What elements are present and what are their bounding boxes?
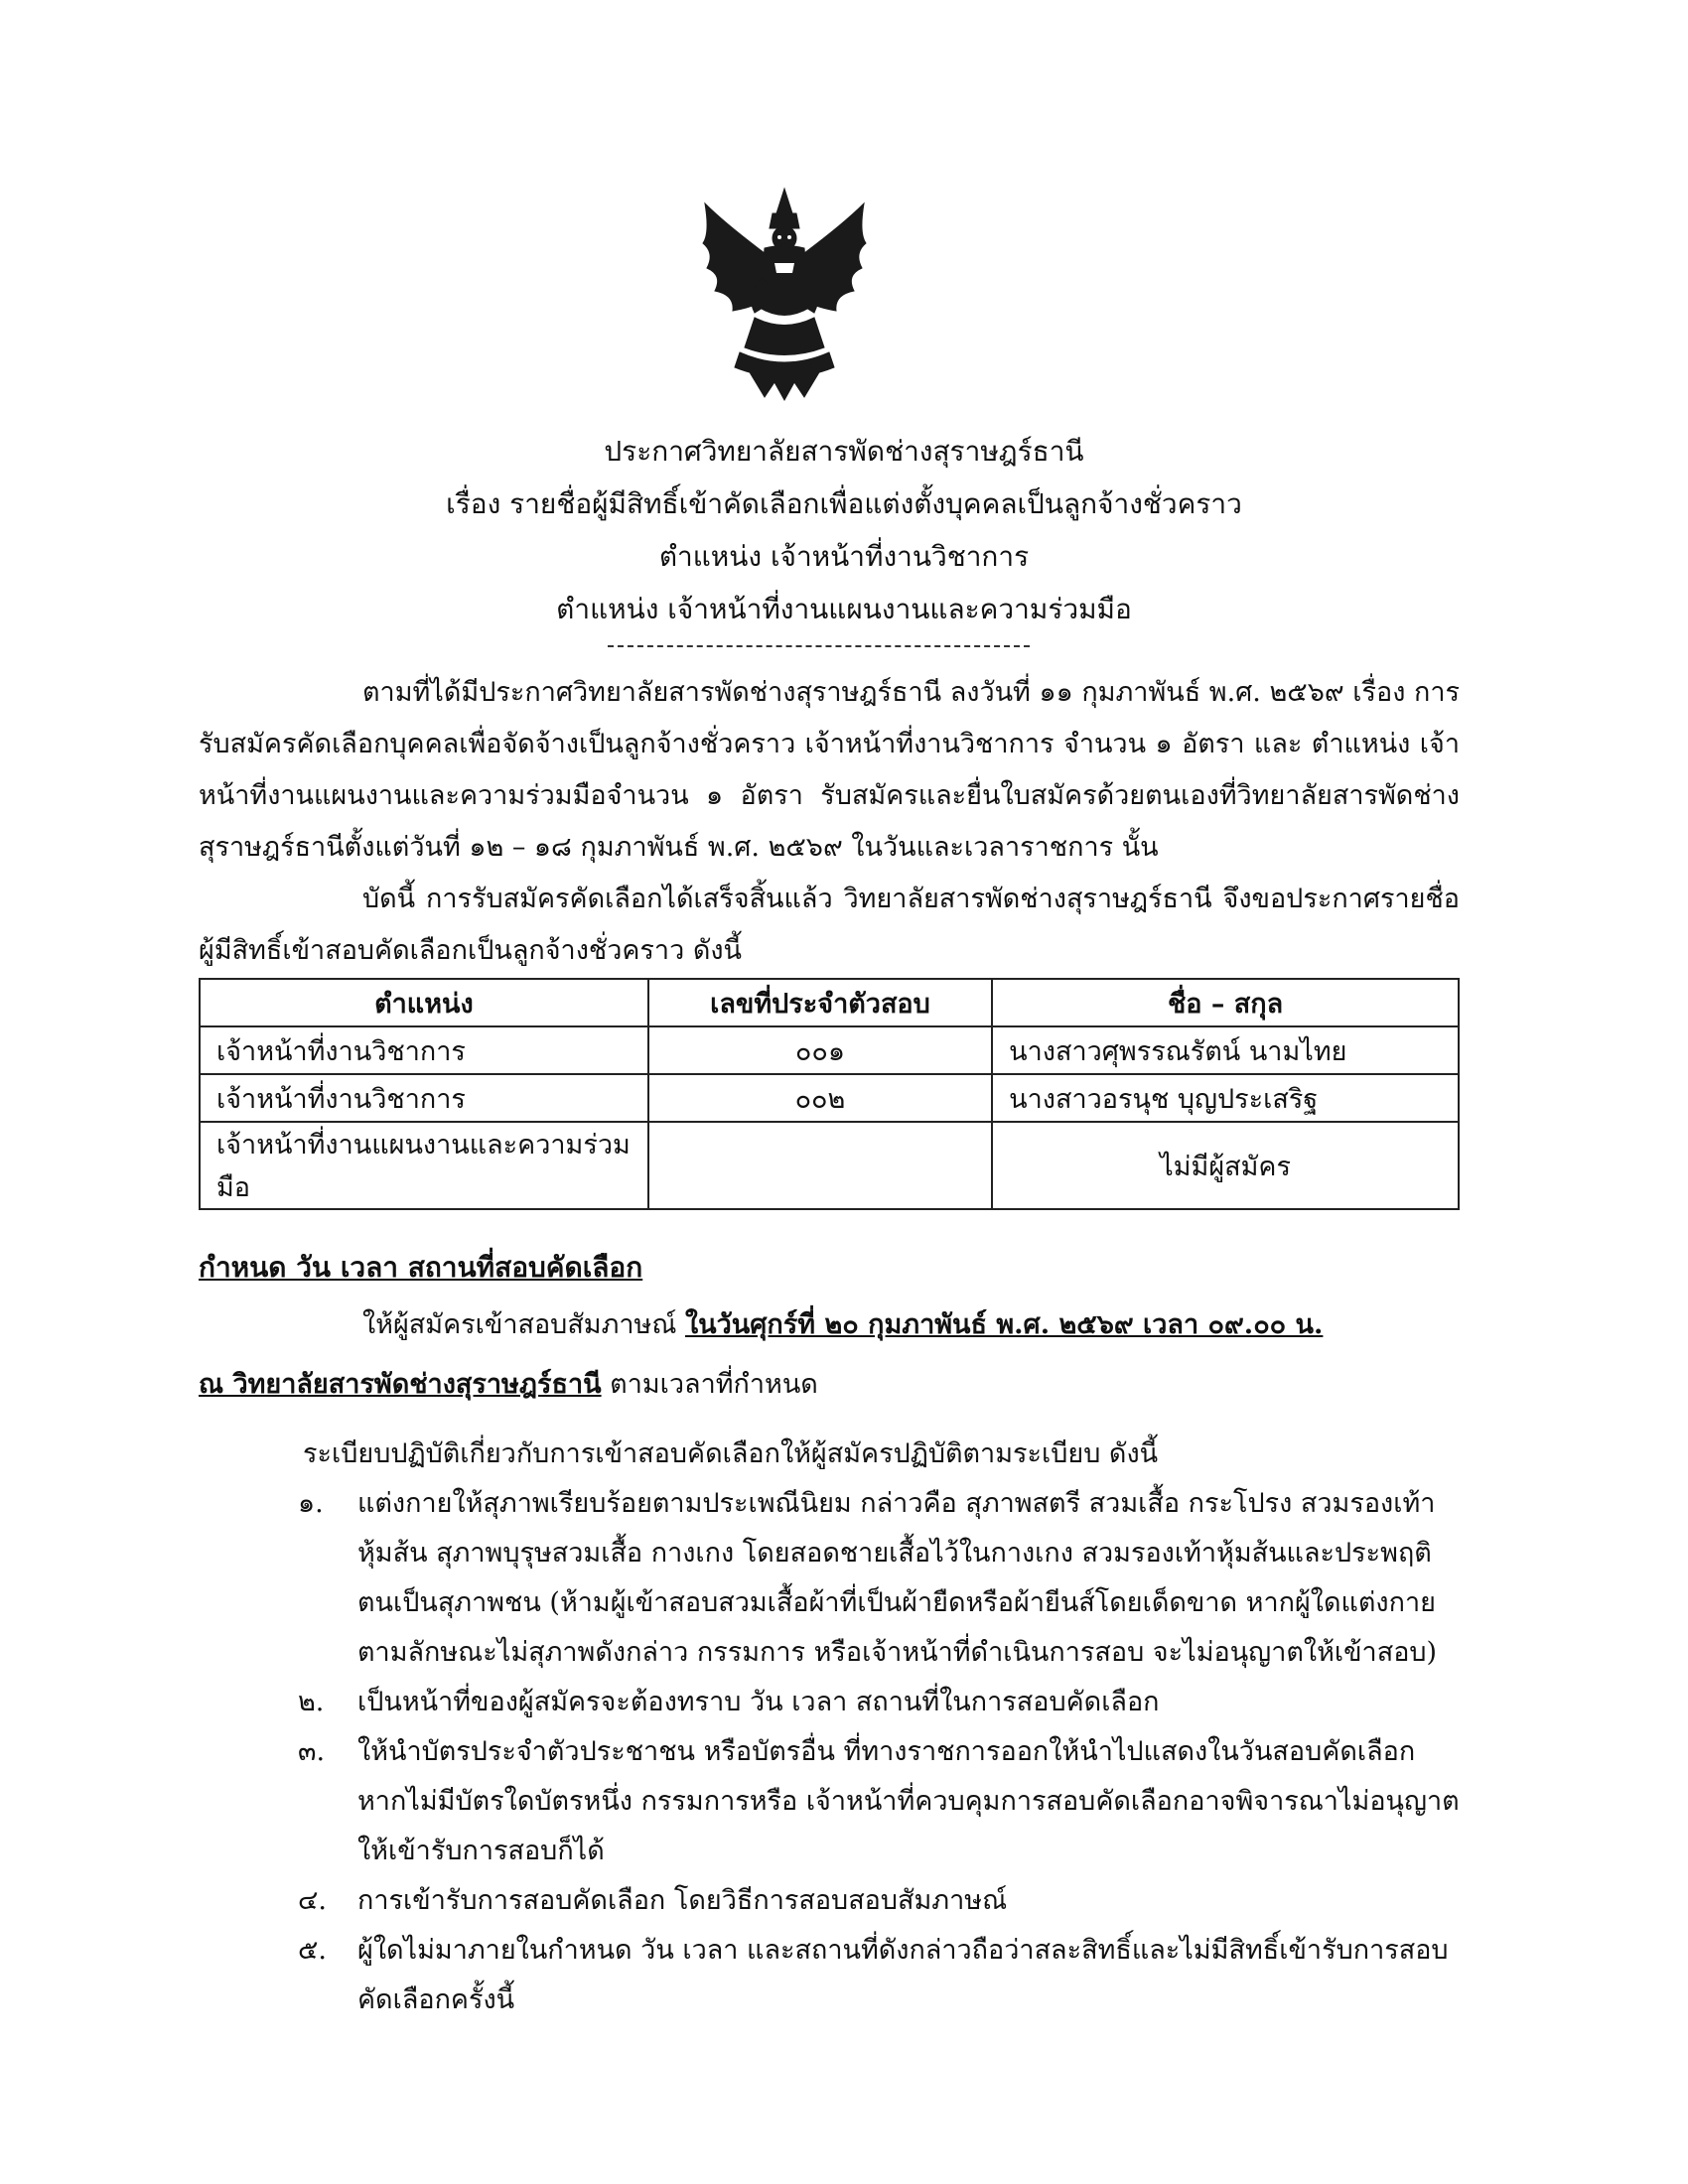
interview-intro: ให้ผู้สมัครเข้าสอบสัมภาษณ์ xyxy=(362,1309,685,1340)
body-paragraph-1: ตามที่ได้มีประกาศวิทยาลัยสารพัดช่างสุราษฎร์ธานี ลงวันที่ ๑๑ กุมภาพันธ์ พ.ศ. ๒๕๖๙ เรื่อง การรับสมัครคัดเลือกบุคคลเพื่อจัดจ้างเป็นลูกจ้างชั่วคราว เจ้าหน้าที่งานวิชาการ จำนวน ๑ อัตรา และ ตำแหน่ง เจ้าหน้าที่งานแผนงานและความร่วมมือจำนวน ๑ อัตรา รับสมัครและยื่นใบสมัครด้วยตนเองที่วิทยาลัยสารพัดช่างสุราษฎร์ธานีตั้งแต่วันที่ ๑๒ – ๑๘ กุมภาพันธ์ พ.ศ. ๒๕๖๙ ในวันและเวลาราชการ นั้น xyxy=(199,677,1460,863)
table-row xyxy=(200,1074,1459,1122)
list-item-text: แต่งกายให้สุภาพเรียบร้อยตามประเพณีนิยม กล่าวคือ สุภาพสตรี สวมเสื้อ กระโปรง สวมรองเท้าหุ้มส้น สุภาพบุรุษสวมเสื้อ กางเกง โดยสอดชายเสื้อไว้ในกางเกง สวมรองเท้าหุ้มส้นและประพฤติตนเป็นสุภาพชน (ห้ามผู้เข้าสอบสวมเสื้อผ้าที่เป็นผ้ายืดหรือผ้ายีนส์โดยเด็ดขาด หากผู้ใดแต่งกายตามลักษณะไม่สุภาพดังกล่าว กรรมการ หรือเจ้าหน้าที่ดำเนินการสอบ จะไม่อนุญาตให้เข้าสอบ) xyxy=(357,1488,1438,1668)
table-row xyxy=(200,1026,1459,1074)
cell-exam-id: ๐๐๒ xyxy=(648,1074,992,1122)
cell-full-name: ไม่มีผู้สมัคร xyxy=(992,1122,1459,1209)
list-item-number: ๓. xyxy=(298,1736,326,1767)
rules-intro: ระเบียบปฏิบัติเกี่ยวกับการเข้าสอบคัดเลือกให้ผู้สมัครปฏิบัติตามระเบียบ ดังนี้ xyxy=(303,1438,1159,1469)
interview-place: ณ วิทยาลัยสารพัดช่างสุราษฎร์ธานี xyxy=(199,1369,602,1400)
interview-details xyxy=(199,1296,1460,1415)
list-item xyxy=(298,1479,1460,1678)
cell-position: เจ้าหน้าที่งานแผนงานและความร่วมมือ xyxy=(200,1122,648,1209)
interview-date-time: ในวันศุกร์ที่ ๒๐ กุมภาพันธ์ พ.ศ. ๒๕๖๙ เวลา ๐๙.๐๐ น. xyxy=(685,1309,1324,1340)
list-item-number: ๔. xyxy=(298,1885,328,1916)
table-header-row xyxy=(200,979,1459,1026)
header-position: ตำแหน่ง xyxy=(200,979,648,1026)
cell-full-name: นางสาวศุพรรณรัตน์ นามไทย xyxy=(992,1026,1459,1074)
list-item xyxy=(298,1678,1460,1727)
table-row xyxy=(200,1122,1459,1209)
body-text xyxy=(199,667,1460,977)
interview-place-suffix: ตามเวลาที่กำหนด xyxy=(601,1369,818,1400)
list-item xyxy=(298,1926,1460,2025)
announcement-subject: เรื่อง รายชื่อผู้มีสิทธิ์เข้าคัดเลือกเพื่อแต่งตั้งบุคคลเป็นลูกจ้างชั่วคราว xyxy=(446,487,1242,520)
list-item-text: เป็นหน้าที่ของผู้สมัครจะต้องทราบ วัน เวลา สถานที่ในการสอบคัดเลือก xyxy=(357,1687,1160,1717)
position-line-2: ตำแหน่ง เจ้าหน้าที่งานแผนงานและความร่วมมือ xyxy=(556,593,1132,625)
header-exam-id: เลขที่ประจำตัวสอบ xyxy=(648,979,992,1026)
list-item-number: ๒. xyxy=(298,1687,325,1717)
cell-exam-id: ๐๐๑ xyxy=(648,1026,992,1074)
cell-position: เจ้าหน้าที่งานวิชาการ xyxy=(200,1074,648,1122)
candidate-table xyxy=(199,978,1460,1210)
list-item xyxy=(298,1727,1460,1876)
cell-position: เจ้าหน้าที่งานวิชาการ xyxy=(200,1026,648,1074)
list-item-text: การเข้ารับการสอบคัดเลือก โดยวิธีการสอบสอบสัมภาษณ์ xyxy=(357,1885,1008,1916)
list-item-number: ๑. xyxy=(298,1488,324,1519)
rules-list xyxy=(298,1479,1460,2025)
body-paragraph-2: บัดนี้ การรับสมัครคัดเลือกได้เสร็จสิ้นแล้ว วิทยาลัยสารพัดช่างสุราษฎร์ธานี จึงขอประกาศรายชื่อผู้มีสิทธิ์เข้าสอบคัดเลือกเป็นลูกจ้างชั่วคราว ดังนี้ xyxy=(199,884,1460,966)
cell-exam-id xyxy=(648,1122,992,1209)
header-full-name: ชื่อ – สกุล xyxy=(992,979,1459,1026)
list-item-text: ผู้ใดไม่มาภายในกำหนด วัน เวลา และสถานที่ดังกล่าวถือว่าสละสิทธิ์และไม่มีสิทธิ์เข้ารับการสอบคัดเลือกครั้งนี้ xyxy=(357,1935,1449,2015)
title-separator xyxy=(608,645,1030,647)
cell-full-name: นางสาวอรนุช บุญประเสริฐ xyxy=(992,1074,1459,1122)
position-line-1: ตำแหน่ง เจ้าหน้าที่งานวิชาการ xyxy=(658,540,1030,573)
announcement-title: ประกาศวิทยาลัยสารพัดช่างสุราษฎร์ธานี xyxy=(604,435,1084,468)
list-item-number: ๕. xyxy=(298,1935,328,1966)
schedule-heading: กำหนด วัน เวลา สถานที่สอบคัดเลือก xyxy=(199,1251,643,1284)
list-item-text: ให้นำบัตรประจำตัวประชาชน หรือบัตรอื่น ที่ทางราชการออกให้นำไปแสดงในวันสอบคัดเลือก หากไม่มีบัตรใดบัตรหนึ่ง กรรมการหรือ เจ้าหน้าที่ควบคุมการสอบคัดเลือกอาจพิจารณาไม่อนุญาตให้เข้ารับการสอบก็ได้ xyxy=(357,1736,1460,1866)
garuda-emblem-icon xyxy=(685,184,884,402)
list-item xyxy=(298,1876,1460,1926)
